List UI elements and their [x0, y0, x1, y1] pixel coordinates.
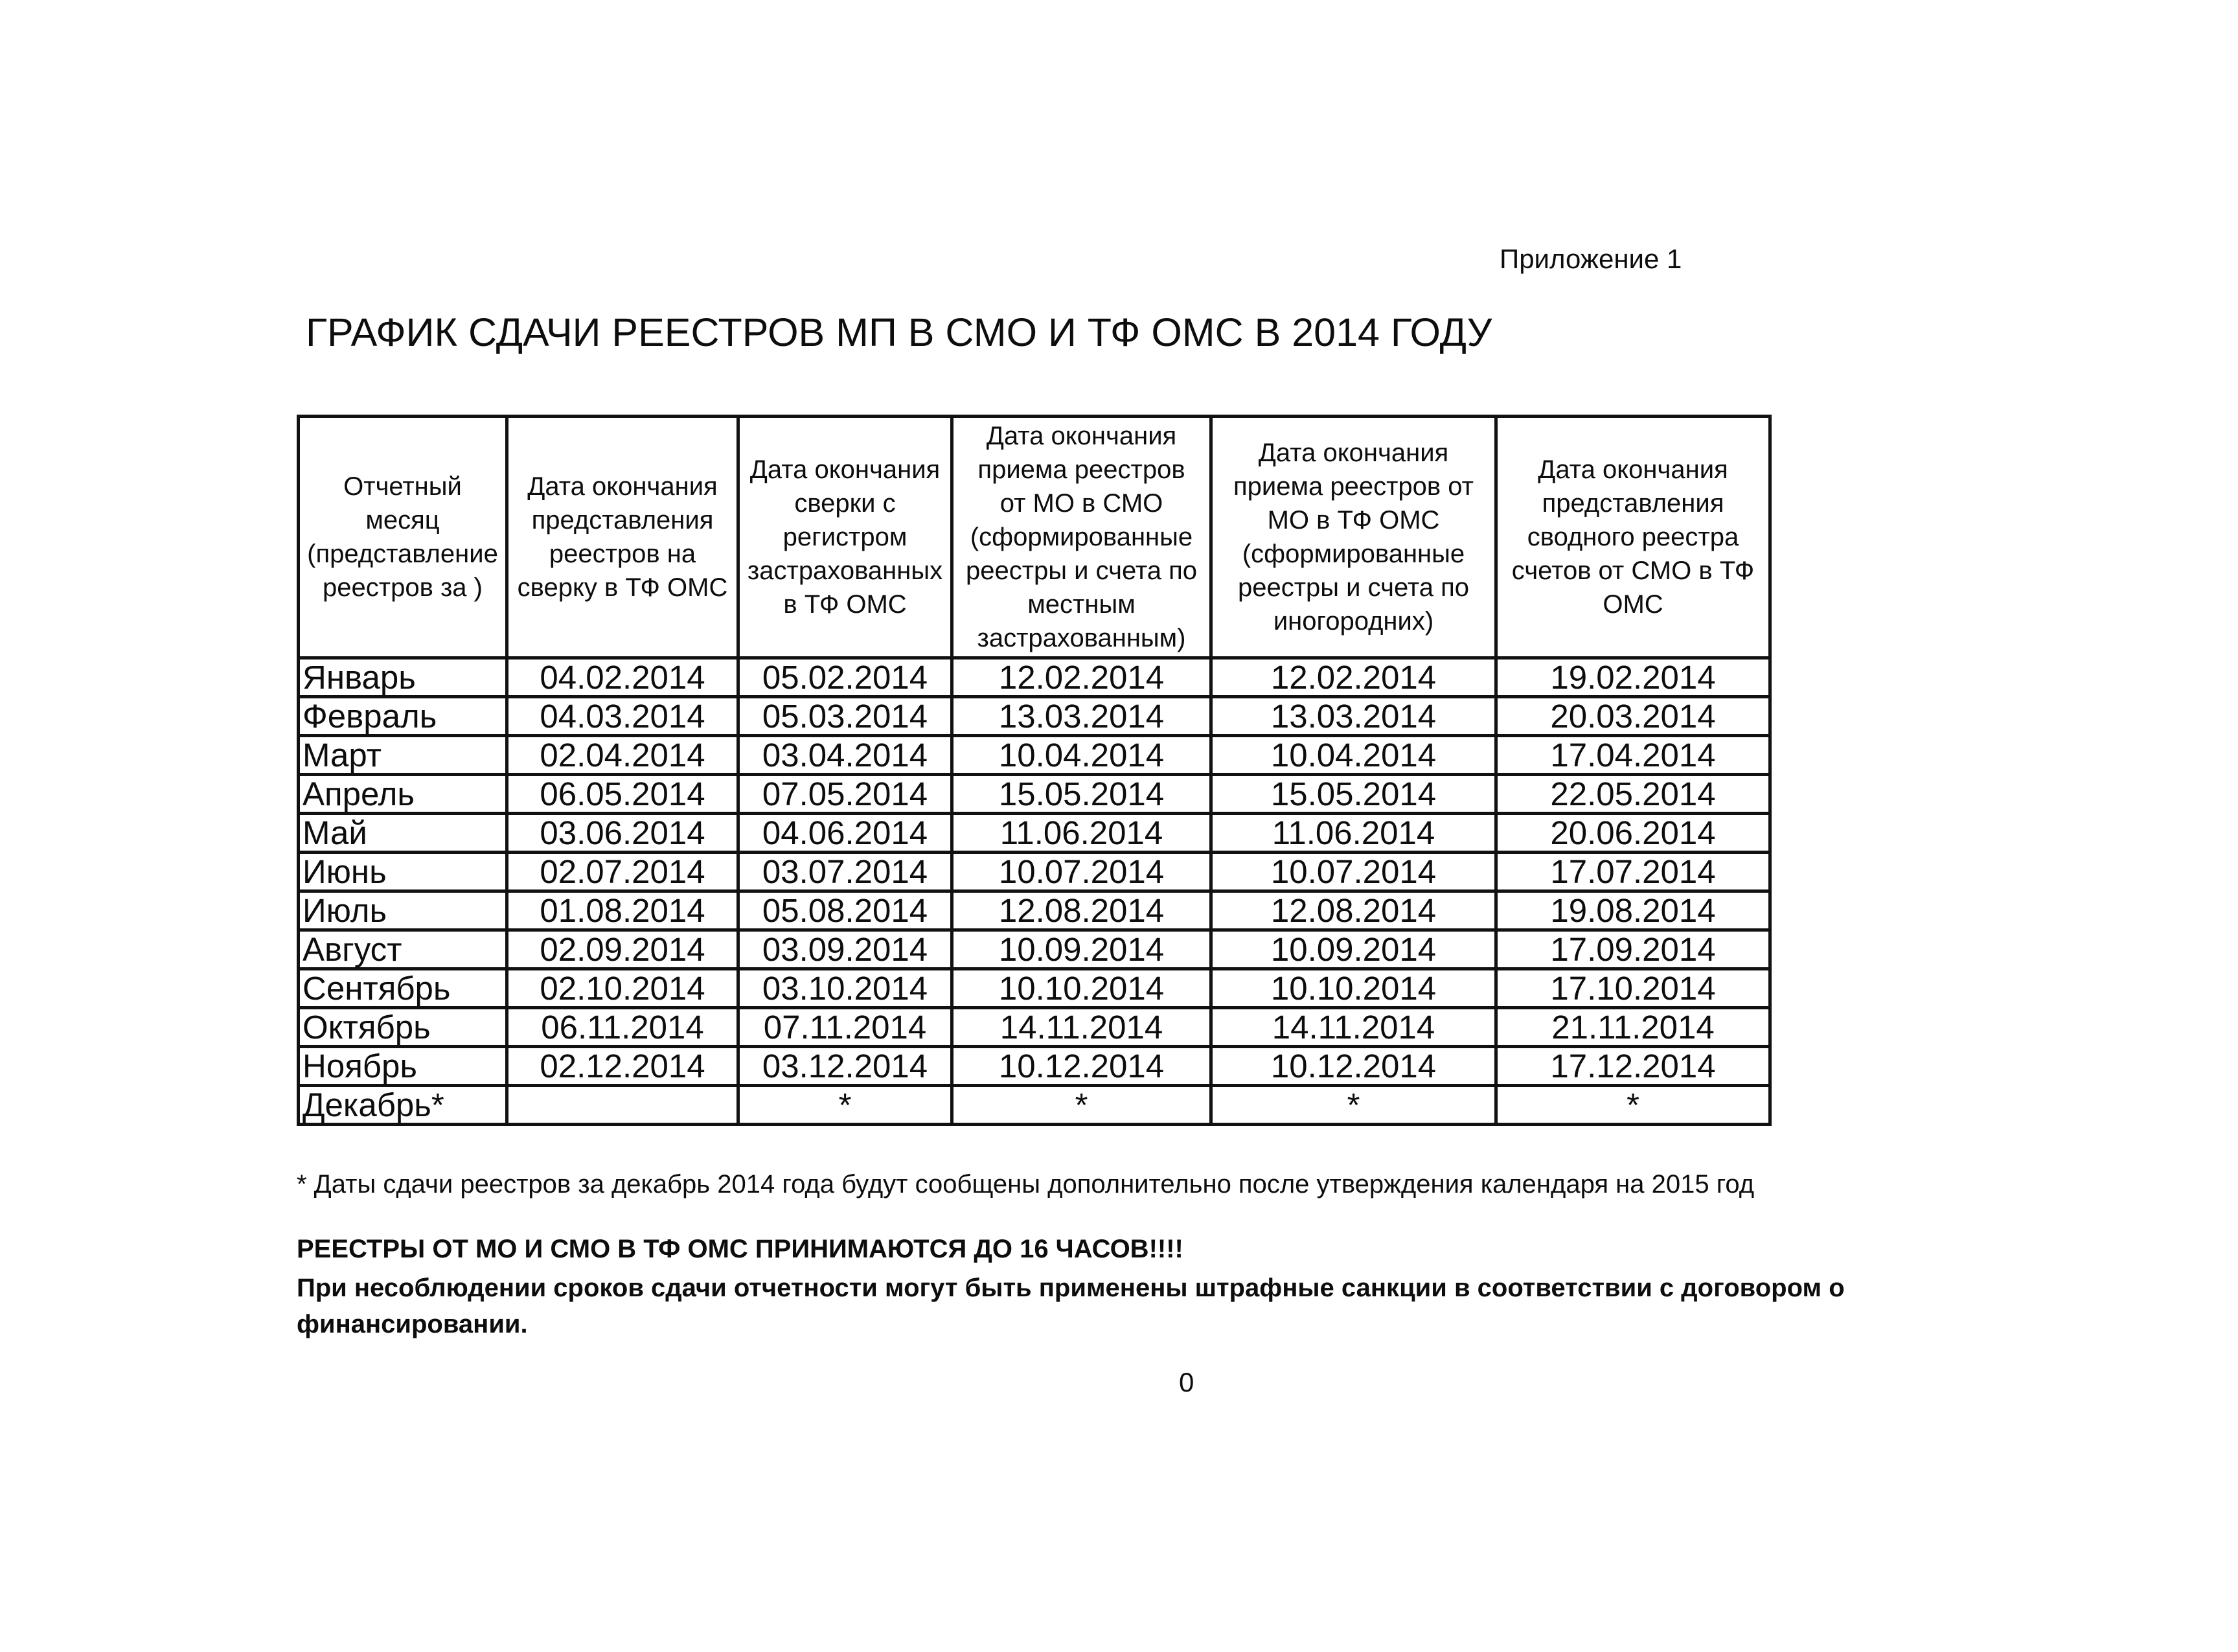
- date-cell: 20.03.2014: [1496, 697, 1770, 736]
- table-row: [299, 775, 1770, 814]
- document-title: ГРАФИК СДАЧИ РЕЕСТРОВ МП В СМО И ТФ ОМС В 2014 ГОДУ: [306, 310, 1492, 354]
- header-register-check-date: Дата окончания сверки с регистром застрахованных в ТФ ОМС: [738, 417, 952, 658]
- date-cell: 10.10.2014: [952, 969, 1211, 1008]
- table-row: [299, 1086, 1770, 1125]
- date-cell: 06.11.2014: [507, 1008, 738, 1047]
- deadline-warning: РЕЕСТРЫ ОТ МО И СМО В ТФ ОМС ПРИНИМАЮТСЯ ДО 16 ЧАСОВ!!!!: [297, 1235, 1183, 1263]
- date-cell: 17.04.2014: [1496, 736, 1770, 775]
- date-cell: 12.08.2014: [1211, 891, 1496, 930]
- date-cell: *: [1211, 1086, 1496, 1125]
- date-cell: 02.07.2014: [507, 853, 738, 891]
- table-body: [299, 658, 1770, 1125]
- date-cell: 02.10.2014: [507, 969, 738, 1008]
- date-cell: 04.06.2014: [738, 814, 952, 853]
- header-mo-to-smo-date: Дата окончания приема реестров от МО в СМО (сформированные реестры и счета по местным застрахованным): [952, 417, 1211, 658]
- table-row: [299, 1008, 1770, 1047]
- date-cell: 11.06.2014: [1211, 814, 1496, 853]
- table-row: [299, 736, 1770, 775]
- month-cell: Сентябрь: [299, 969, 507, 1008]
- month-cell: Март: [299, 736, 507, 775]
- date-cell: 14.11.2014: [1211, 1008, 1496, 1047]
- date-cell: 03.10.2014: [738, 969, 952, 1008]
- date-cell: 05.02.2014: [738, 658, 952, 697]
- penalty-note: При несоблюдении сроков сдачи отчетности могут быть применены штрафные санкции в соответствии с договором о финансировании.: [297, 1274, 1845, 1338]
- date-cell: *: [738, 1086, 952, 1125]
- date-cell: 06.05.2014: [507, 775, 738, 814]
- month-cell: Декабрь*: [299, 1086, 507, 1125]
- table-row: [299, 697, 1770, 736]
- date-cell: 22.05.2014: [1496, 775, 1770, 814]
- table-row: [299, 658, 1770, 697]
- date-cell: 10.07.2014: [1211, 853, 1496, 891]
- date-cell: 15.05.2014: [952, 775, 1211, 814]
- date-cell: 10.12.2014: [952, 1047, 1211, 1086]
- appendix-label: Приложение 1: [1500, 244, 1682, 274]
- header-mo-to-tfoms-date: Дата окончания приема реестров от МО в ТФ ОМС (сформированные реестры и счета по иногородних): [1211, 417, 1496, 658]
- month-cell: Май: [299, 814, 507, 853]
- month-cell: Октябрь: [299, 1008, 507, 1047]
- month-cell: Июль: [299, 891, 507, 930]
- month-cell: Февраль: [299, 697, 507, 736]
- date-cell: 10.09.2014: [952, 930, 1211, 969]
- date-cell: 03.09.2014: [738, 930, 952, 969]
- table-row: [299, 930, 1770, 969]
- date-cell: 02.12.2014: [507, 1047, 738, 1086]
- header-report-month: Отчетный месяц (представление реестров за ): [299, 417, 507, 658]
- date-cell: 03.12.2014: [738, 1047, 952, 1086]
- date-cell: 02.04.2014: [507, 736, 738, 775]
- table-row: [299, 891, 1770, 930]
- date-cell: 19.08.2014: [1496, 891, 1770, 930]
- date-cell: 10.12.2014: [1211, 1047, 1496, 1086]
- month-cell: Июнь: [299, 853, 507, 891]
- table-row: [299, 814, 1770, 853]
- month-cell: Ноябрь: [299, 1047, 507, 1086]
- header-summary-register-date: Дата окончания представления сводного реестра счетов от СМО в ТФ ОМС: [1496, 417, 1770, 658]
- date-cell: 17.09.2014: [1496, 930, 1770, 969]
- date-cell: 04.03.2014: [507, 697, 738, 736]
- date-cell: 20.06.2014: [1496, 814, 1770, 853]
- table-header-row: [299, 417, 1770, 658]
- header-verification-submission-date: Дата окончания представления реестров на сверку в ТФ ОМС: [507, 417, 738, 658]
- date-cell: 12.02.2014: [952, 658, 1211, 697]
- date-cell: 07.11.2014: [738, 1008, 952, 1047]
- date-cell: 14.11.2014: [952, 1008, 1211, 1047]
- date-cell: 13.03.2014: [952, 697, 1211, 736]
- date-cell: 19.02.2014: [1496, 658, 1770, 697]
- date-cell: 11.06.2014: [952, 814, 1211, 853]
- december-footnote: * Даты сдачи реестров за декабрь 2014 года будут сообщены дополнительно после утверждения календаря на 2015 год: [297, 1170, 1755, 1199]
- page-number: 0: [1179, 1367, 1194, 1397]
- date-cell: 15.05.2014: [1211, 775, 1496, 814]
- date-cell: 17.12.2014: [1496, 1047, 1770, 1086]
- date-cell: 01.08.2014: [507, 891, 738, 930]
- date-cell: 10.09.2014: [1211, 930, 1496, 969]
- date-cell: 10.04.2014: [952, 736, 1211, 775]
- date-cell: 07.05.2014: [738, 775, 952, 814]
- table-row: [299, 853, 1770, 891]
- date-cell: *: [952, 1086, 1211, 1125]
- date-cell: 03.07.2014: [738, 853, 952, 891]
- date-cell: 13.03.2014: [1211, 697, 1496, 736]
- date-cell: 03.04.2014: [738, 736, 952, 775]
- date-cell: 10.07.2014: [952, 853, 1211, 891]
- date-cell: 12.08.2014: [952, 891, 1211, 930]
- date-cell: 10.10.2014: [1211, 969, 1496, 1008]
- date-cell: 03.06.2014: [507, 814, 738, 853]
- date-cell: 05.03.2014: [738, 697, 952, 736]
- date-cell: 17.07.2014: [1496, 853, 1770, 891]
- schedule-table: [297, 415, 1772, 1126]
- date-cell: 12.02.2014: [1211, 658, 1496, 697]
- table-row: [299, 969, 1770, 1008]
- date-cell: *: [1496, 1086, 1770, 1125]
- month-cell: Январь: [299, 658, 507, 697]
- date-cell: 05.08.2014: [738, 891, 952, 930]
- date-cell: 04.02.2014: [507, 658, 738, 697]
- date-cell: 17.10.2014: [1496, 969, 1770, 1008]
- date-cell: [507, 1086, 738, 1125]
- date-cell: 02.09.2014: [507, 930, 738, 969]
- date-cell: 10.04.2014: [1211, 736, 1496, 775]
- month-cell: Апрель: [299, 775, 507, 814]
- table-row: [299, 1047, 1770, 1086]
- date-cell: 21.11.2014: [1496, 1008, 1770, 1047]
- month-cell: Август: [299, 930, 507, 969]
